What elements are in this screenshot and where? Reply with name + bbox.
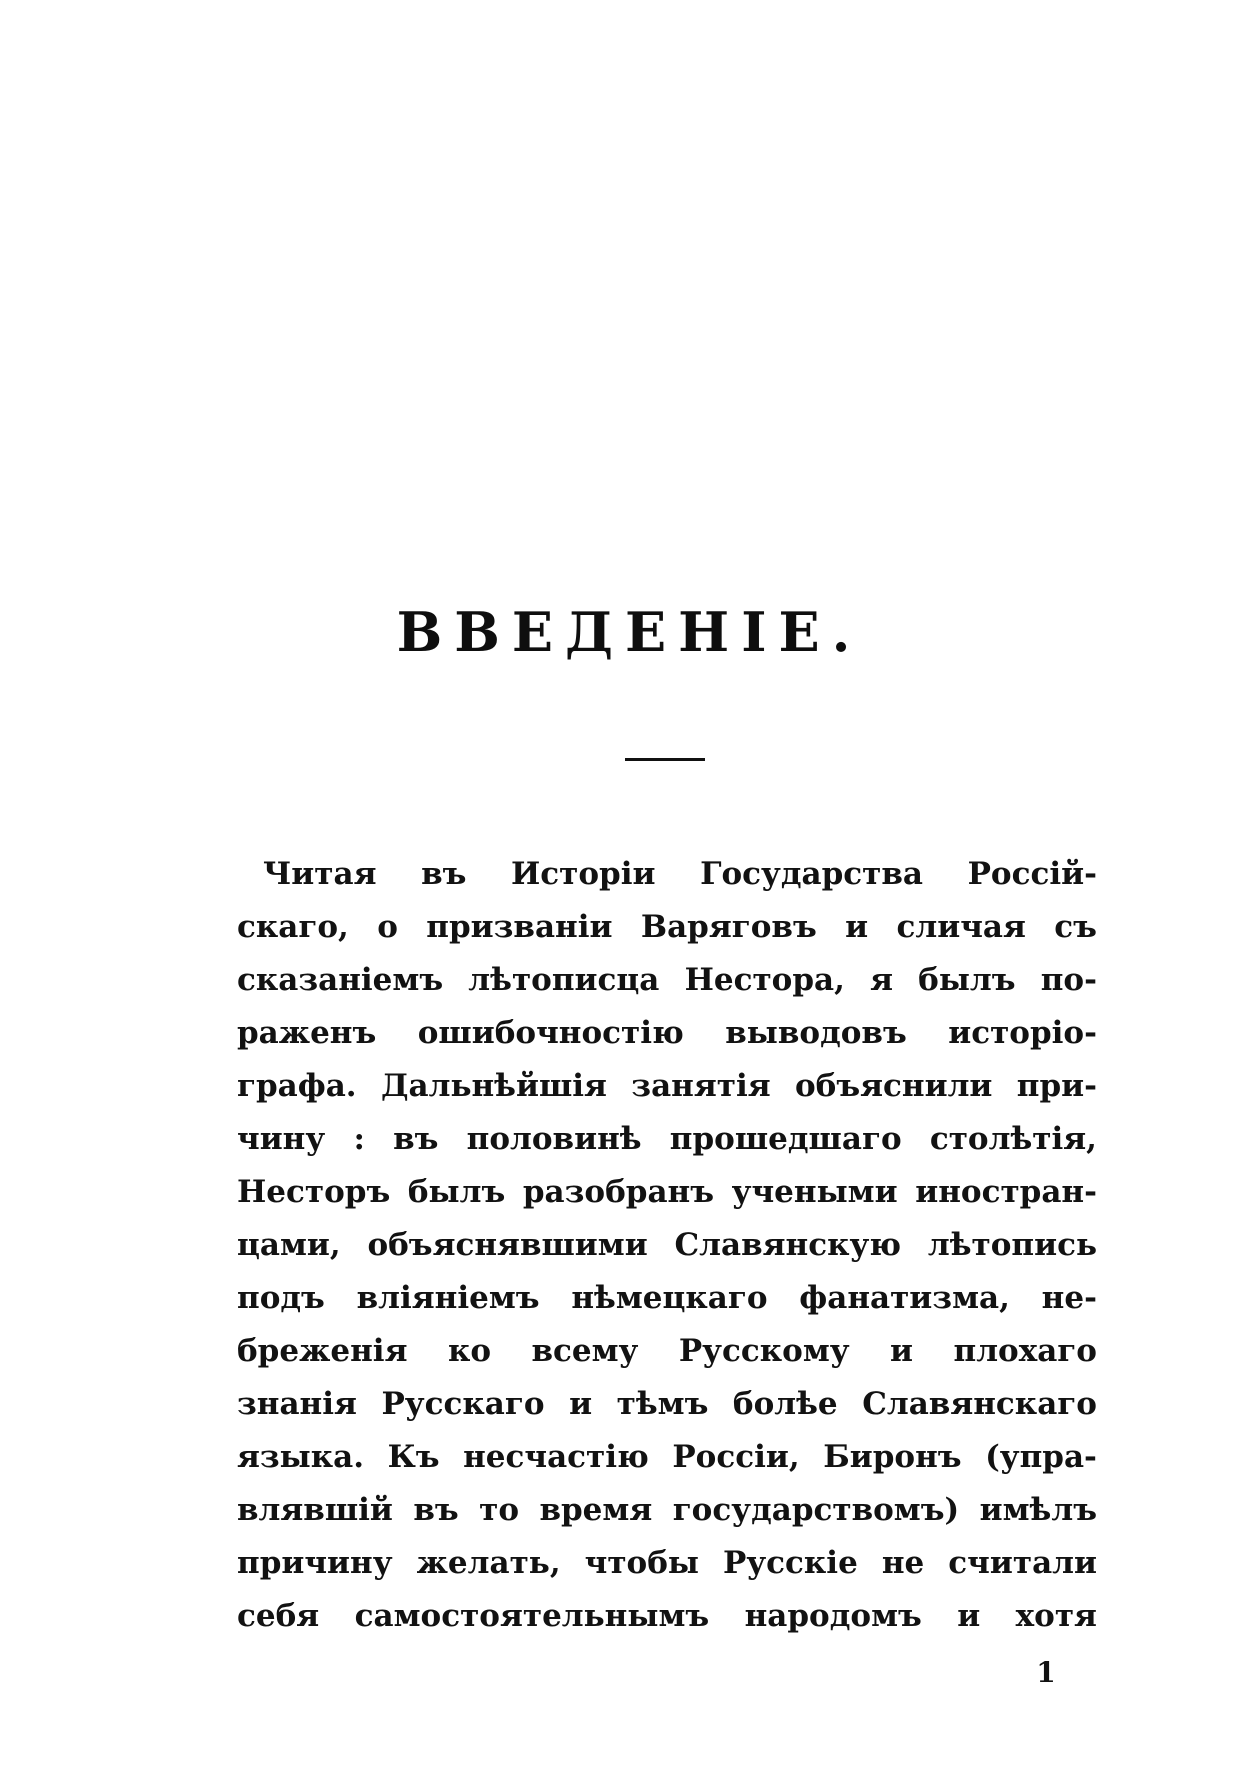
word: имѣлъ <box>979 1492 1097 1528</box>
word: Русскому <box>678 1333 850 1369</box>
word: чтобы <box>584 1545 699 1581</box>
word: съ <box>1054 909 1097 945</box>
word: и <box>957 1598 981 1634</box>
word: народомъ <box>744 1598 922 1634</box>
word: Россій- <box>967 856 1097 892</box>
word: о <box>377 909 398 945</box>
word: былъ <box>918 962 1016 998</box>
word: Биронъ <box>823 1439 962 1475</box>
word: нѣмецкаго <box>571 1280 768 1316</box>
word: тѣмъ <box>616 1386 709 1422</box>
word: государствомъ) <box>672 1492 960 1528</box>
text-line <box>237 1060 1097 1113</box>
word: (упра- <box>985 1439 1097 1475</box>
word: вліяніемъ <box>356 1280 540 1316</box>
word: при- <box>1016 1068 1097 1104</box>
word: занятія <box>631 1068 771 1104</box>
word: Государства <box>700 856 923 892</box>
word: сказаніемъ <box>237 962 444 998</box>
word: Исторіи <box>510 856 656 892</box>
word: не- <box>1041 1280 1097 1316</box>
word: Варяговъ <box>640 909 817 945</box>
word: всему <box>531 1333 639 1369</box>
word: языка. <box>237 1439 365 1475</box>
text-line <box>237 1219 1097 1272</box>
word: Русскаго <box>381 1386 545 1422</box>
word: въ <box>393 1121 439 1157</box>
word: прошедшаго <box>669 1121 902 1157</box>
word: исторіо- <box>948 1015 1097 1051</box>
word: Дальнѣйшія <box>380 1068 607 1104</box>
word: графа. <box>237 1068 357 1104</box>
word: иностран- <box>915 1174 1097 1210</box>
word: фанатизма, <box>799 1280 1010 1316</box>
text-line <box>237 1272 1097 1325</box>
chapter-heading: ВВЕДЕНIЕ. <box>396 600 863 664</box>
text-line <box>237 1537 1097 1590</box>
word: чину <box>237 1121 326 1157</box>
word: сличая <box>896 909 1026 945</box>
text-line <box>237 901 1097 954</box>
word: и <box>845 909 869 945</box>
word: я <box>870 962 893 998</box>
word: : <box>353 1121 365 1157</box>
word: по- <box>1040 962 1097 998</box>
word: ко <box>447 1333 492 1369</box>
text-line <box>237 954 1097 1007</box>
word: подъ <box>237 1280 325 1316</box>
word: Русскіе <box>723 1545 858 1581</box>
word: Славянскаго <box>862 1386 1097 1422</box>
word: и <box>890 1333 914 1369</box>
heading-divider <box>625 758 705 761</box>
word: лѣтописца <box>468 962 660 998</box>
word: Къ <box>387 1439 440 1475</box>
body-paragraph <box>237 848 1097 1643</box>
word: влявшій <box>237 1492 393 1528</box>
word: въ <box>421 856 467 892</box>
word: столѣтія, <box>929 1121 1097 1157</box>
word: выводовъ <box>725 1015 907 1051</box>
text-line <box>237 1484 1097 1537</box>
word: скаго, <box>237 909 349 945</box>
word: Россіи, <box>672 1439 800 1475</box>
word: болѣе <box>732 1386 838 1422</box>
word: объяснили <box>794 1068 993 1104</box>
word: себя <box>237 1598 320 1634</box>
word: Славянскую <box>674 1227 902 1263</box>
word: въ <box>413 1492 459 1528</box>
word: Нестора, <box>684 962 845 998</box>
word: призваніи <box>426 909 613 945</box>
page-number: 1 <box>1036 1656 1056 1689</box>
word: ошибочностію <box>417 1015 684 1051</box>
word: бреженія <box>237 1333 408 1369</box>
word: половинѣ <box>466 1121 642 1157</box>
text-line <box>237 1007 1097 1060</box>
text-line <box>237 1166 1097 1219</box>
word: Читая <box>263 856 377 892</box>
word: не <box>881 1545 925 1581</box>
word: раженъ <box>237 1015 377 1051</box>
text-line <box>237 1590 1097 1643</box>
text-line <box>237 1113 1097 1166</box>
word: цами, <box>237 1227 341 1263</box>
word: лѣтопись <box>927 1227 1097 1263</box>
word: считали <box>948 1545 1097 1581</box>
word: былъ <box>407 1174 506 1210</box>
word: причину <box>237 1545 393 1581</box>
word: хотя <box>1015 1598 1097 1634</box>
text-line <box>237 848 1097 901</box>
word: Несторъ <box>237 1174 391 1210</box>
word: учеными <box>731 1174 898 1210</box>
word: разобранъ <box>522 1174 715 1210</box>
text-line <box>237 1431 1097 1484</box>
word: самостоятельнымъ <box>354 1598 710 1634</box>
word: и <box>569 1386 593 1422</box>
word: то <box>479 1492 520 1528</box>
word: желать, <box>416 1545 561 1581</box>
word: несчастію <box>463 1439 649 1475</box>
word: время <box>539 1492 653 1528</box>
word: плохаго <box>953 1333 1097 1369</box>
word: объяснявшими <box>367 1227 648 1263</box>
text-line <box>237 1325 1097 1378</box>
text-line <box>237 1378 1097 1431</box>
word: знанія <box>237 1386 357 1422</box>
